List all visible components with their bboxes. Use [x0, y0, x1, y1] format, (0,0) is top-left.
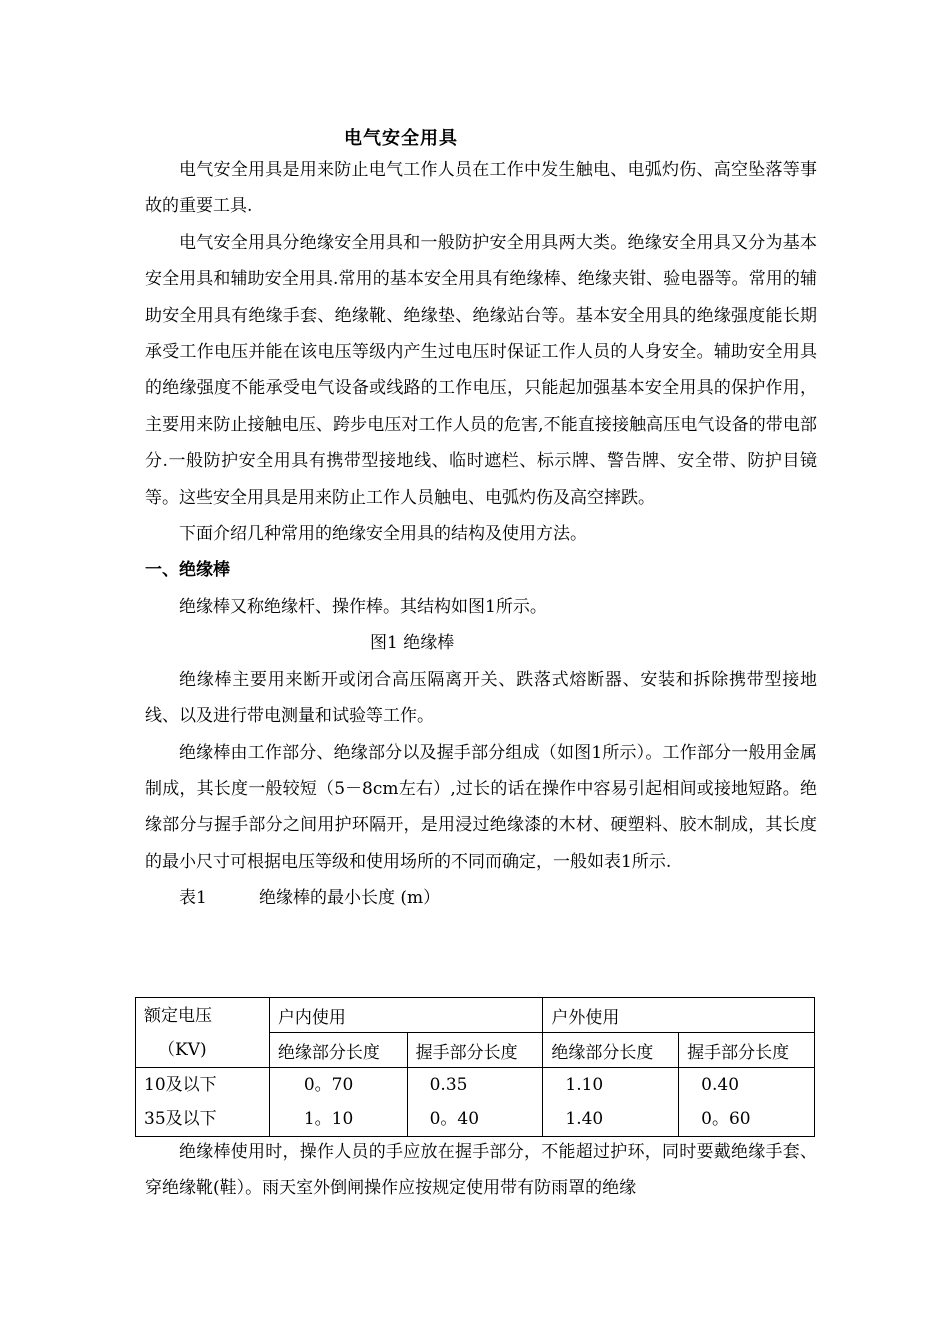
document-body-continued [145, 1134, 817, 1207]
voltage-unit: （KV) [158, 1039, 207, 1060]
row-label-35: 35及以下 [144, 1109, 217, 1129]
table-subheader-ins-outdoor: 绝缘部分长度 [543, 1033, 679, 1068]
value-indoor-grip-35: 0。40 [429, 1109, 480, 1129]
table-header-outdoor: 户外使用 [543, 998, 815, 1033]
value-indoor-ins-10: 0。70 [303, 1075, 354, 1095]
table-header-indoor: 户内使用 [269, 998, 543, 1033]
table-cell-indoor-ins [269, 1068, 407, 1137]
value-outdoor-ins-35: 1.40 [565, 1109, 604, 1129]
figure-caption: 图1 绝缘棒 [370, 633, 455, 654]
table-caption-text: 绝缘棒的最小长度 (m） [259, 888, 441, 909]
table-subheader-grip-outdoor: 握手部分长度 [679, 1033, 815, 1068]
value-outdoor-grip-35: 0。60 [701, 1109, 751, 1129]
section-heading: 一、绝缘棒 [145, 560, 230, 581]
table-cell-outdoor-ins [543, 1068, 679, 1137]
table-cell-voltage [136, 1068, 270, 1137]
paragraph-rod-intro: 绝缘棒又称绝缘杆、操作棒。其结构如图1所示。 [179, 596, 547, 617]
length-table [135, 997, 815, 1137]
document-body [145, 152, 817, 917]
value-outdoor-grip-10: 0.40 [701, 1075, 740, 1095]
paragraph-transition: 下面介绍几种常用的绝缘安全用具的结构及使用方法。 [179, 524, 587, 545]
paragraph-rod-structure: 绝缘棒由工作部分、绝缘部分以及握手部分组成（如图1所示）。工作部分一般用金属制成，其长度一般较短（5－8cm左右）,过长的话在操作中容易引起相间或接地短路。绝缘部分与握手部分之间用护环隔开，是用浸过绝缘漆的木材、硬塑料、胶木制成，其长度的最小尺寸可根据电压等级和使用场所的不同而确定，一般如表1所示. [145, 742, 817, 872]
table-caption-number: 表1 [179, 888, 207, 909]
value-outdoor-ins-10: 1.10 [565, 1075, 604, 1095]
paragraph-rod-usage: 绝缘棒使用时，操作人员的手应放在握手部分，不能超过护环，同时要戴绝缘手套、穿绝缘靴(鞋）。雨天室外倒闸操作应按规定使用带有防雨罩的绝缘 [145, 1142, 817, 1199]
table-cell-indoor-grip [407, 1068, 543, 1137]
table-subheader-ins-indoor: 绝缘部分长度 [269, 1033, 407, 1068]
table-cell-outdoor-grip [679, 1068, 815, 1137]
table-header-voltage [136, 998, 270, 1068]
row-label-10: 10及以下 [144, 1075, 217, 1095]
table-subheader-grip-indoor: 握手部分长度 [407, 1033, 543, 1068]
voltage-label: 额定电压 [144, 1005, 212, 1026]
paragraph-rod-use: 绝缘棒主要用来断开或闭合高压隔离开关、跌落式熔断器、安装和拆除携带型接地线、以及进行带电测量和试验等工作。 [145, 669, 817, 727]
page-title: 电气安全用具 [344, 128, 458, 149]
value-indoor-ins-35: 1。10 [303, 1109, 354, 1129]
paragraph-intro: 电气安全用具是用来防止电气工作人员在工作中发生触电、电弧灼伤、高空坠落等事故的重要工具. [145, 160, 817, 217]
paragraph-classification: 电气安全用具分绝缘安全用具和一般防护安全用具两大类。绝缘安全用具又分为基本安全用具和辅助安全用具.常用的基本安全用具有绝缘棒、绝缘夹钳、验电器等。常用的辅助安全用具有绝缘手套、绝缘靴、绝缘垫、绝缘站台等。基本安全用具的绝缘强度能长期承受工作电压并能在该电压等级内产生过电压时保证工作人员的人身安全。辅助安全用具的绝缘强度不能承受电气设备或线路的工作电压，只能起加强基本安全用具的保护作用，主要用来防止接触电压、跨步电压对工作人员的危害,不能直接接触高压电气设备的带电部分.一般防护安全用具有携带型接地线、临时遮栏、标示牌、警告牌、安全带、防护目镜等。这些安全用具是用来防止工作人员触电、电弧灼伤及高空摔跌。 [145, 232, 817, 508]
table-caption [145, 880, 817, 916]
value-indoor-grip-10: 0.35 [429, 1075, 468, 1095]
